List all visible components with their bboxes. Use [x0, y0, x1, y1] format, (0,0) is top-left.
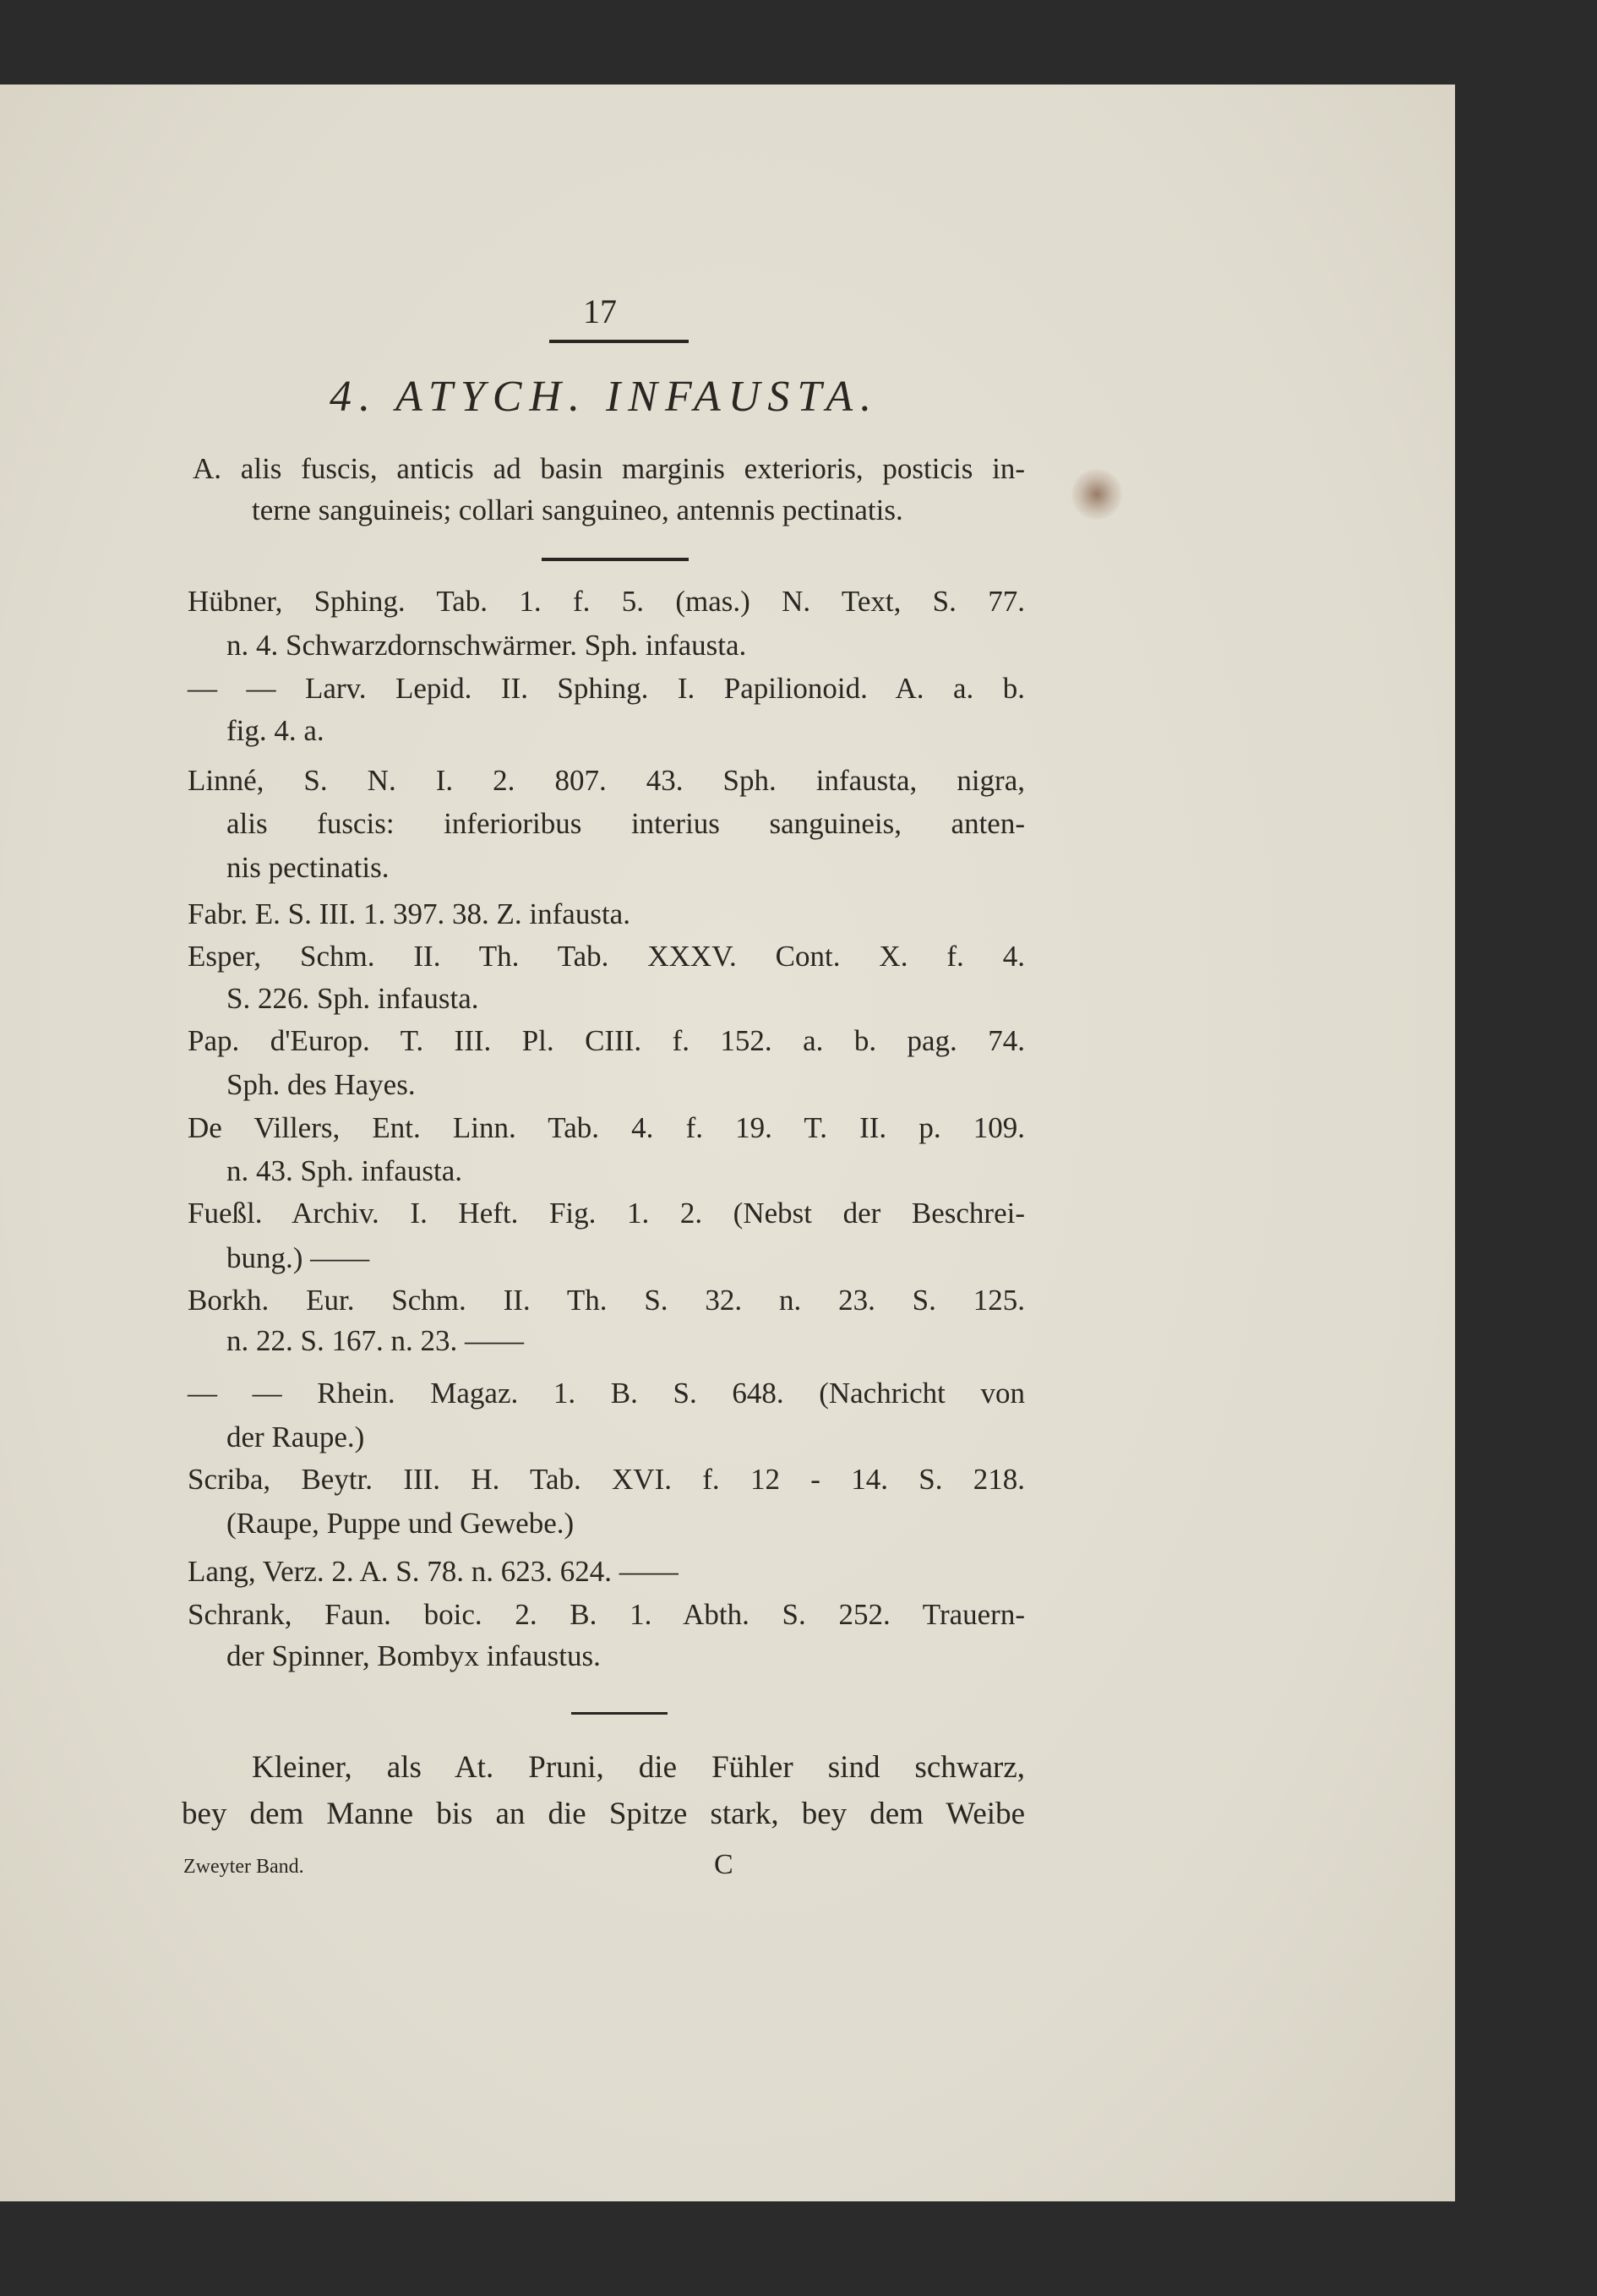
- species-heading: 4. ATYCH. INFAUSTA.: [330, 373, 880, 421]
- reference-line: Sph. des Hayes.: [226, 1068, 416, 1101]
- reference-line: n. 43. Sph. infausta.: [226, 1154, 463, 1187]
- reference-line: S. 226. Sph. infausta.: [226, 982, 479, 1015]
- body-line: Kleiner, als At. Pruni, die Fühler sind schwarz,: [252, 1750, 1025, 1785]
- diagnosis-line: terne sanguineis; collari sanguineo, antennis pectinatis.: [252, 494, 903, 526]
- reference-line: Scriba, Beytr. III. H. Tab. XVI. f. 12 - 14. S. 218.: [188, 1463, 1025, 1496]
- reference-line: bung.) ——: [226, 1241, 370, 1274]
- divider: [571, 1712, 668, 1715]
- reference-line: alis fuscis: inferioribus interius sanguineis, anten-: [226, 807, 1025, 840]
- signature-mark: C: [714, 1849, 733, 1880]
- reference-line: — — Rhein. Magaz. 1. B. S. 648. (Nachricht von: [188, 1377, 1025, 1410]
- body-line: bey dem Manne bis an die Spitze stark, bey dem Weibe: [182, 1797, 1025, 1831]
- reference-line: nis pectinatis.: [226, 851, 390, 884]
- reference-line: n. 22. S. 167. n. 23. ——: [226, 1324, 524, 1357]
- divider: [549, 340, 689, 343]
- reference-line: der Raupe.): [226, 1421, 365, 1453]
- reference-line: Schrank, Faun. boic. 2. B. 1. Abth. S. 252. Trauern-: [188, 1598, 1025, 1631]
- reference-line: n. 4. Schwarzdornschwärmer. Sph. infausta.: [226, 629, 747, 662]
- signature-left: Zweyter Band.: [183, 1856, 304, 1878]
- reference-line: — — Larv. Lepid. II. Sphing. I. Papilionoid. A. a. b.: [188, 672, 1025, 705]
- reference-line: De Villers, Ent. Linn. Tab. 4. f. 19. T. II. p. 109.: [188, 1111, 1025, 1144]
- reference-line: Fueßl. Archiv. I. Heft. Fig. 1. 2. (Nebst der Beschrei-: [188, 1197, 1025, 1230]
- reference-line: Esper, Schm. II. Th. Tab. XXXV. Cont. X. f. 4.: [188, 940, 1025, 973]
- reference-line: (Raupe, Puppe und Gewebe.): [226, 1507, 575, 1540]
- reference-line: Borkh. Eur. Schm. II. Th. S. 32. n. 23. S. 125.: [188, 1284, 1025, 1317]
- page-number: 17: [583, 292, 617, 330]
- reference-line: Hübner, Sphing. Tab. 1. f. 5. (mas.) N. Text, S. 77.: [188, 585, 1025, 618]
- diagnosis-line: A. alis fuscis, anticis ad basin marginis exterioris, posticis in-: [193, 452, 1025, 485]
- paper-stain: [1071, 469, 1122, 520]
- reference-line: fig. 4. a.: [226, 714, 324, 747]
- divider: [542, 558, 689, 561]
- reference-line: Linné, S. N. I. 2. 807. 43. Sph. infausta, nigra,: [188, 764, 1025, 797]
- reference-line: Pap. d'Europ. T. III. Pl. CIII. f. 152. a. b. pag. 74.: [188, 1024, 1025, 1057]
- reference-line: Lang, Verz. 2. A. S. 78. n. 623. 624. ——: [188, 1555, 679, 1588]
- reference-line: Fabr. E. S. III. 1. 397. 38. Z. infausta.: [188, 897, 630, 930]
- reference-line: der Spinner, Bombyx infaustus.: [226, 1639, 601, 1672]
